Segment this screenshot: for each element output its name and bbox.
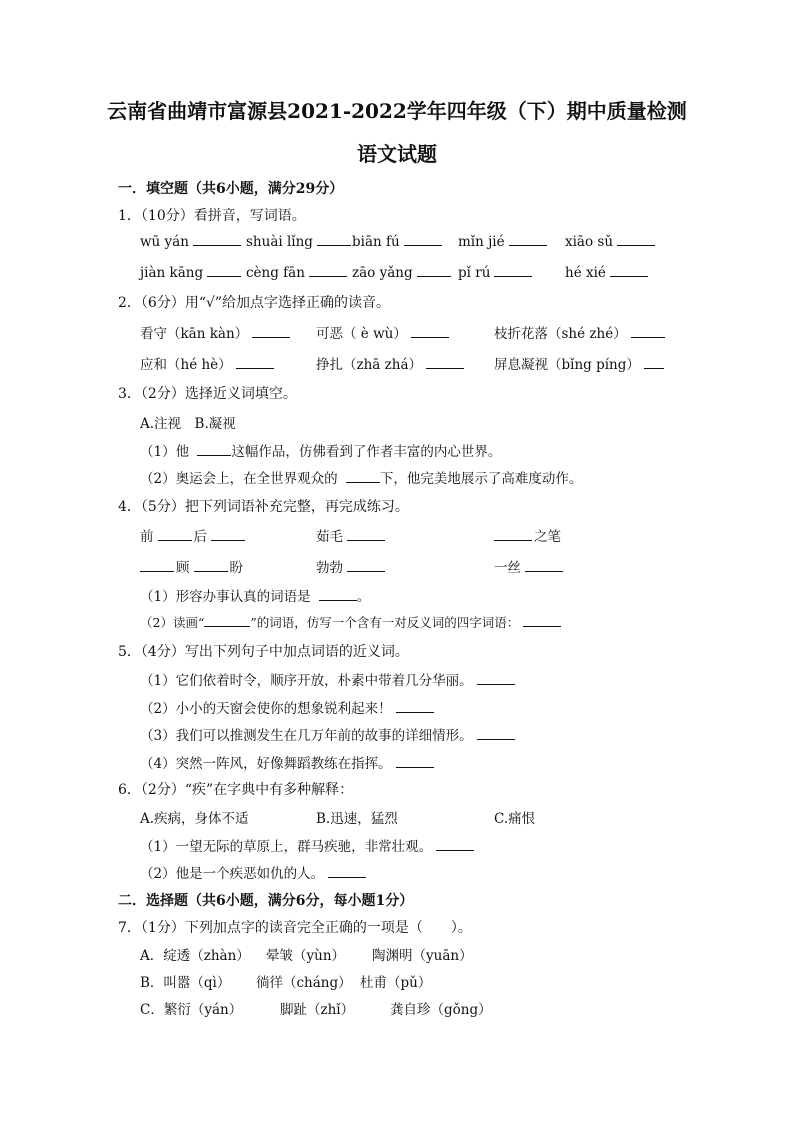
question-7-option-b-3: 杜甫（pǔ） [360,975,432,991]
pinyin-item: shuài lǐng [246,233,351,250]
reading-item: 挣扎（zhā zhá） [316,353,464,373]
question-6-option-c: C.痛恨 [494,811,536,827]
pinyin-item: mǐn jié [458,233,547,250]
question-7-stem: 7．（1分）下列加点字的读音完全正确的一项是（ ）。 [118,920,472,936]
question-4-sub-1: （1）形容办事认真的词语是 。 [140,589,371,605]
question-6-option-b: B.迅速，猛烈 [316,811,398,827]
reading-item: 应和（hé hè） [140,353,274,373]
question-3-stem: 3．（2分）选择近义词填空。 [118,386,297,402]
pinyin-item: zāo yǎng [352,264,451,281]
reading-item: 看守（kān kàn） [140,322,290,342]
pinyin-item: jiàn kāng [140,264,241,281]
idiom-item: 一丝 [494,556,563,576]
question-3-options: A.注视 B.凝视 [140,416,236,432]
idiom-item: 顾 盼 [140,556,243,576]
idiom-item: 茹毛 [316,525,385,545]
question-6-stem: 6．（2分）“疾”在字典中有多种解释： [118,782,354,798]
pinyin-item: cèng fān [246,264,347,281]
question-7-option-b-1: B．叫嚣（qì） [140,975,231,991]
reading-item: 屏息凝视（bǐng píng） [494,353,664,373]
reading-item: 可恶（ è wù） [316,322,449,342]
pinyin-item: pǐ rú [458,264,532,281]
question-3-sentence-1: （1）他 这幅作品，仿佛看到了作者丰富的内心世界。 [140,444,502,460]
question-5-sentence-4: （4）突然一阵风，好像舞蹈教练在指挥。 [140,752,434,772]
question-4-sub-2: （2）读画“ ”的词语，仿写一个含有一对反义词的四字词语： [140,613,561,631]
question-5-stem: 5．（4分）写出下列句子中加点词语的近义词。 [118,644,409,660]
question-2-stem: 2．（6分）用“√”给加点字选择正确的读音。 [118,295,391,311]
question-7-option-c-3: 龚自珍（gǒng） [390,1002,492,1018]
question-5-sentence-3: （3）我们可以推测发生在几万年前的故事的详细情形。 [140,724,515,744]
pinyin-item: hé xié [565,264,648,281]
question-5-sentence-1: （1）它们依着时令，顺序开放，朴素中带着几分华丽。 [140,669,515,689]
exam-subtitle: 语文试题 [357,142,437,166]
question-7-option-b-2: 徜徉（cháng） [256,975,352,991]
question-4-stem: 4．（5分）把下列词语补充完整，再完成练习。 [118,499,409,515]
question-7-option-a-1: A．绽透（zhàn） [140,948,250,964]
question-5-sentence-2: （2）小小的天窗会使你的想象锐利起来！ [140,697,434,717]
question-7-option-a-2: 晕皱（yùn） [266,948,346,964]
idiom-item: 之笔 [494,525,561,545]
question-6-sentence-2: （2）他是一个疾恶如仇的人。 [140,862,366,882]
section-2-heading: 二．选择题（共6小题，满分6分，每小题1分） [118,893,414,909]
question-7-option-a-3: 陶渊明（yuān） [372,948,473,964]
pinyin-item: biān fú [352,233,442,250]
question-3-sentence-2: （2）奥运会上，在全世界观众的 下，他完美地展示了高难度动作。 [140,471,583,487]
question-6-option-a: A.疾病，身体不适 [140,811,249,827]
pinyin-item: wū yán [140,233,241,250]
idiom-item: 前 后 [140,525,245,545]
exam-title: 云南省曲靖市富源县2021-2022学年四年级（下）期中质量检测 [107,99,687,123]
question-1-stem: 1．（10分）看拼音，写词语。 [118,208,306,224]
idiom-item: 勃勃 [316,556,385,576]
reading-item: 枝折花落（shé zhé） [494,322,665,342]
section-1-heading: 一．填空题（共6小题，满分29分） [118,181,344,197]
question-6-sentence-1: （1）一望无际的草原上，群马疾驰，非常壮观。 [140,835,474,855]
question-7-option-c-1: C．繁衍（yán） [140,1002,243,1018]
pinyin-item: xiāo sǔ [565,233,655,250]
question-7-option-c-2: 脚趾（zhǐ） [280,1002,355,1018]
